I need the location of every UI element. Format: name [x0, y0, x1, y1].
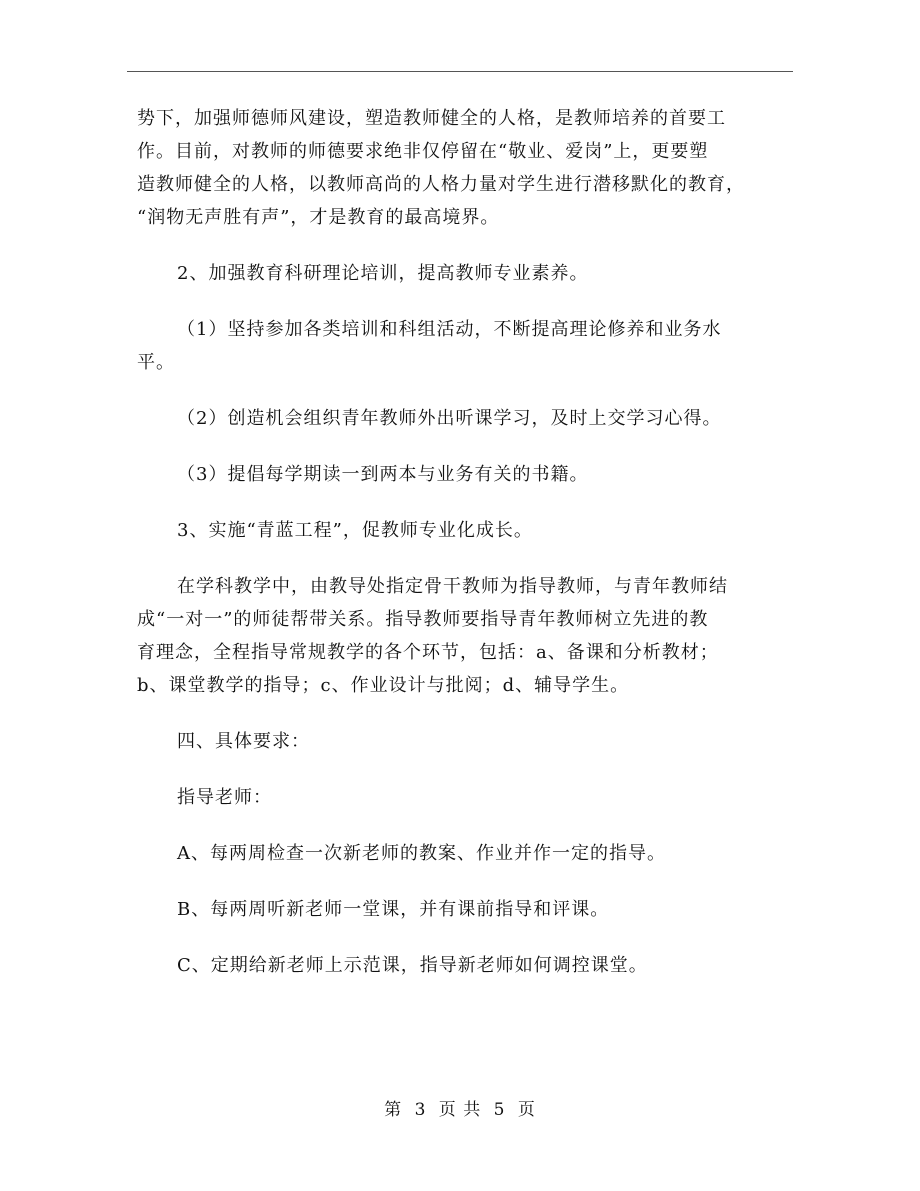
footer-middle: 页 共 — [438, 1100, 482, 1120]
text-line: C、定期给新老师上示范课，指导新老师如何调控课堂。 — [177, 955, 648, 976]
text-line: 四、具体要求： — [177, 731, 310, 752]
text-line: 2、加强教育科研理论培训，提高教师专业素养。 — [177, 263, 589, 284]
text-line: 势下，加强师德师风建设，塑造教师健全的人格，是教师培养的首要工 — [137, 108, 726, 129]
current-page-number: 3 — [414, 1100, 427, 1120]
page-footer — [0, 1095, 920, 1120]
document-body — [137, 102, 787, 982]
paragraph-mentoring — [137, 570, 787, 702]
list-item-2 — [137, 402, 787, 435]
paragraph-teacher-ethics — [137, 102, 787, 234]
section-heading-research-training — [137, 257, 787, 290]
text-line: 指导老师： — [177, 787, 272, 808]
text-line: （2）创造机会组织青年教师外出听课学习，及时上交学习心得。 — [177, 408, 722, 429]
text-line: 造教师健全的人格，以教师高尚的人格力量对学生进行潜移默化的教育， — [137, 174, 745, 195]
text-line: A、每两周检查一次新老师的教案、作业并作一定的指导。 — [177, 843, 666, 864]
text-line: B、每两周听新老师一堂课，并有课前指导和评课。 — [177, 899, 610, 920]
text-line: 作。目前，对教师的师德要求绝非仅停留在“敬业、爱岗”上，更要塑 — [137, 141, 709, 162]
text-line: （3）提倡每学期读一到两本与业务有关的书籍。 — [177, 464, 589, 485]
list-item-3 — [137, 458, 787, 491]
text-line: （1）坚持参加各类培训和科组活动，不断提高理论修养和业务水 — [177, 319, 722, 340]
text-line: 在学科教学中，由教导处指定骨干教师为指导教师，与青年教师结 — [177, 576, 728, 597]
text-line: b、课堂教学的指导；c、作业设计与批阅；d、辅导学生。 — [137, 675, 630, 696]
footer-suffix: 页 — [517, 1100, 536, 1120]
section-heading-requirements — [137, 725, 787, 758]
header-rule — [127, 71, 793, 72]
requirement-c — [137, 949, 787, 982]
text-line: 3、实施“青蓝工程”，促教师专业化成长。 — [177, 520, 533, 541]
text-line: 育理念，全程指导常规教学的各个环节，包括：a、备课和分析教材； — [137, 642, 719, 663]
text-line: “润物无声胜有声”，才是教育的最高境界。 — [137, 207, 500, 228]
list-item-1 — [137, 313, 787, 379]
text-line: 成“一对一”的师徒帮带关系。指导教师要指导青年教师树立先进的教 — [137, 609, 709, 630]
requirement-b — [137, 893, 787, 926]
subheading-mentor — [137, 781, 787, 814]
total-pages-number: 5 — [493, 1100, 506, 1120]
footer-prefix: 第 — [384, 1100, 403, 1120]
text-line: 平。 — [137, 352, 175, 373]
section-heading-qinglan-project — [137, 514, 787, 547]
requirement-a — [137, 837, 787, 870]
